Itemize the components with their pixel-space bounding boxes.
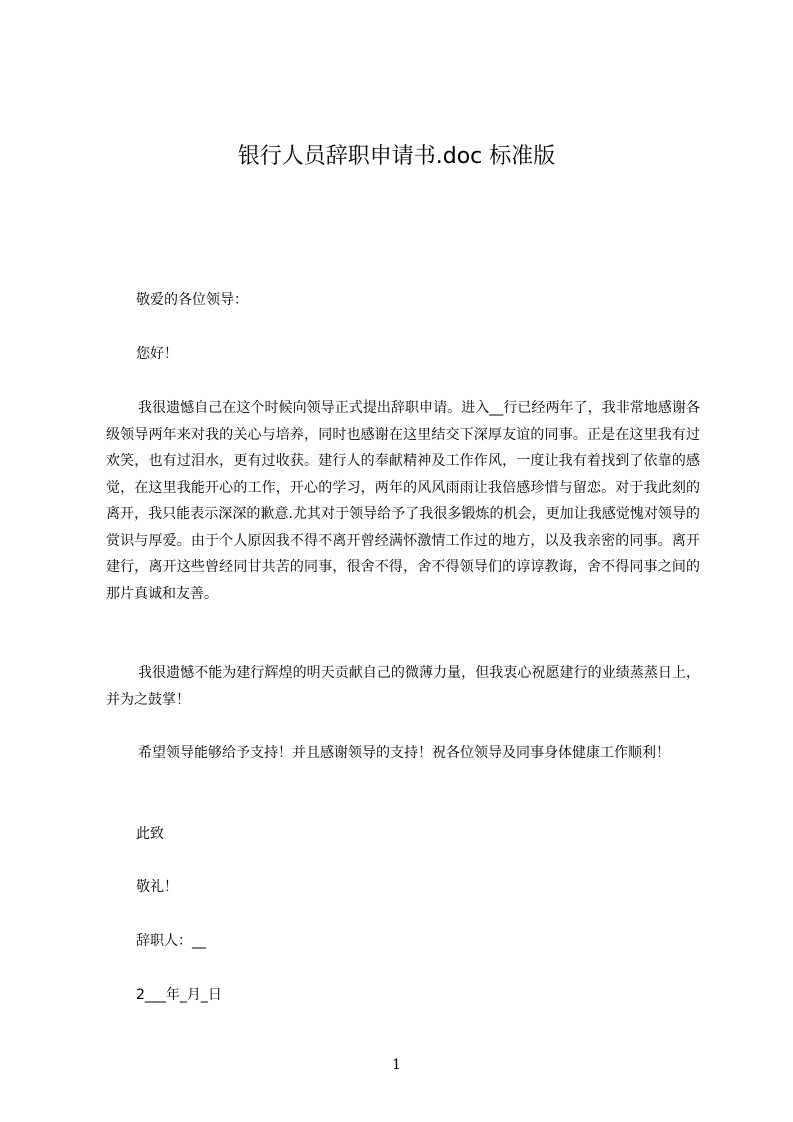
date-line: 2___年_月_日 xyxy=(136,987,222,1003)
closing-jingli: 敬礼！ xyxy=(136,879,178,895)
salutation: 敬爱的各位领导： xyxy=(136,292,248,308)
page-number: 1 xyxy=(392,1057,401,1073)
signature-line: 辞职人：__ xyxy=(136,933,206,949)
body-paragraph-3: 希望领导能够给予支持！并且感谢领导的支持！祝各位领导及同事身体健康工作顺利！ xyxy=(138,745,670,761)
greeting: 您好！ xyxy=(136,346,178,362)
document-title: 银行人员辞职申请书.doc 标准版 xyxy=(237,144,556,169)
body-paragraph-1: 我很遗憾自己在这个时候向领导正式提出辞职申请。进入__行已经两年了，我非常地感谢各级领导两年来对我的关心与培养，同时也感谢在这里结交下深厚友谊的同事。正是在这里我有过欢笑，也有过泪水，更有过收获。建行人的奉献精神及工作作风，一度让我有着找到了依靠的感觉，在这里我能开心的工作，开心的学习，两年的风风雨雨让我倍感珍惜与留恋。对于我此刻的离开，我只能表示深深的歉意.尤其对于领导给予了我很多锻炼的机会，更加让我感觉愧对领导的赏识与厚爱。由于个人原因我不得不离开曾经满怀激情工作过的地方，以及我亲密的同事。离开建行，离开这些曾经同甘共苦的同事，很舍不得，舍不得领导们的谆谆教诲，舍不得同事之间的那片真诚和友善。 xyxy=(106,400,700,602)
closing-cizhi: 此致 xyxy=(136,826,164,842)
body-paragraph-2: 我很遗憾不能为建行辉煌的明天贡献自己的微薄力量，但我衷心祝愿建行的业绩蒸蒸日上，并为之鼓掌！ xyxy=(106,665,700,708)
